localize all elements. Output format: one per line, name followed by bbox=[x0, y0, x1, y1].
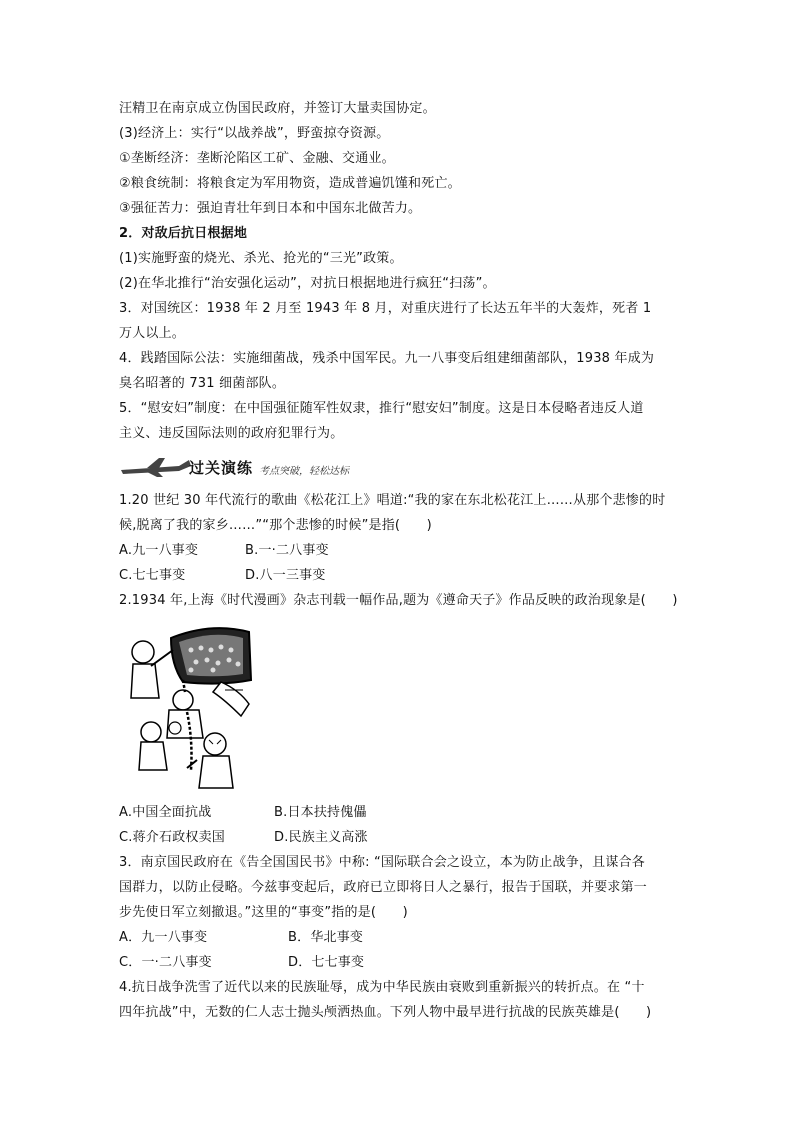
question-1-text: 候,脱离了我的家乡……”“那个悲惨的时候”是指( ) bbox=[119, 518, 432, 533]
question-4-text: 四年抗战”中，无数的仁人志士抛头颅洒热血。下列人物中最早进行抗战的民族英雄是( ) bbox=[119, 1005, 652, 1020]
text-line: 5．“慰安妇”制度：在中国强征随军性奴隶，推行“慰安妇”制度。这是日本侵略者违反人道 bbox=[119, 401, 644, 416]
text-line: (2)在华北推行“治安强化运动”，对抗日根据地进行疯狂“扫荡”。 bbox=[119, 276, 496, 291]
text-line: ②粮食统制：将粮食定为军用物资，造成普遍饥馑和死亡。 bbox=[119, 176, 461, 191]
section-heading: 2．对敌后抗日根据地 bbox=[119, 226, 248, 241]
question-3-text: 3．南京国民政府在《告全国国民书》中称: “国际联合会之设立，本为防止战争，且谋合各 bbox=[119, 855, 645, 870]
question-4-text: 4.抗日战争洗雪了近代以来的民族耻辱，成为中华民族由衰败到重新振兴的转折点。在 “十 bbox=[119, 980, 645, 995]
text-line: ③强征苦力：强迫青壮年到日本和中国东北做苦力。 bbox=[119, 201, 422, 216]
banner-subtitle: 考点突破，轻松达标 bbox=[259, 466, 349, 477]
text-line: 臭名昭著的 731 细菌部队。 bbox=[119, 376, 286, 391]
text-line: (1)实施野蛮的烧光、杀光、抢光的“三光”政策。 bbox=[119, 251, 403, 266]
q1-option-b: B.一·二八事变 bbox=[245, 543, 329, 558]
q2-option-b: B.日本扶持傀儡 bbox=[274, 805, 367, 820]
q1-option-d: D.八一三事变 bbox=[245, 568, 326, 583]
text-line: 汪精卫在南京成立伪国民政府，并签订大量卖国协定。 bbox=[119, 101, 436, 116]
q3-option-d: D．七七事变 bbox=[288, 955, 365, 970]
text-line: ①垄断经济：垄断沦陷区工矿、金融、交通业。 bbox=[119, 151, 395, 166]
banner-title: 过关演练 bbox=[189, 459, 254, 477]
cartoon-illustration bbox=[121, 620, 256, 796]
q1-option-c: C.七七事变 bbox=[119, 568, 186, 583]
q2-option-d: D.民族主义高涨 bbox=[274, 830, 368, 845]
text-line: 主义、违反国际法则的政府犯罪行为。 bbox=[119, 426, 344, 441]
airplane-icon bbox=[119, 456, 194, 478]
q3-option-b: B．华北事变 bbox=[288, 930, 364, 945]
text-line: 万人以上。 bbox=[119, 326, 186, 341]
question-3-text: 国群力，以防止侵略。今兹事变起后，政府已立即将日人之暴行，报告于国联，并要求第一 bbox=[119, 880, 648, 895]
q2-option-c: C.蒋介石政权卖国 bbox=[119, 830, 226, 845]
text-line: 3．对国统区：1938 年 2 月至 1943 年 8 月，对重庆进行了长达五年半的大轰炸，死者 1 bbox=[119, 301, 652, 316]
question-3-text: 步先使日军立刻撤退。”这里的“事变”指的是( ) bbox=[119, 905, 408, 920]
text-line: 4．践踏国际公法：实施细菌战，残杀中国军民。九一八事变后组建细菌部队，1938 年成为 bbox=[119, 351, 655, 366]
question-1-text: 1.20 世纪 30 年代流行的歌曲《松花江上》唱道:“我的家在东北松花江上……从那个悲惨的时 bbox=[119, 493, 666, 508]
section-banner bbox=[119, 456, 379, 478]
q3-option-a: A．九一八事变 bbox=[119, 930, 208, 945]
q1-option-a: A.九一八事变 bbox=[119, 543, 199, 558]
q2-option-a: A.中国全面抗战 bbox=[119, 805, 212, 820]
text-line: (3)经济上：实行“以战养战”，野蛮掠夺资源。 bbox=[119, 126, 390, 141]
question-2-text: 2.1934 年,上海《时代漫画》杂志刊载一幅作品,题为《遵命天子》作品反映的政治现象是( ) bbox=[119, 593, 678, 608]
q3-option-c: C．一·二八事变 bbox=[119, 955, 212, 970]
